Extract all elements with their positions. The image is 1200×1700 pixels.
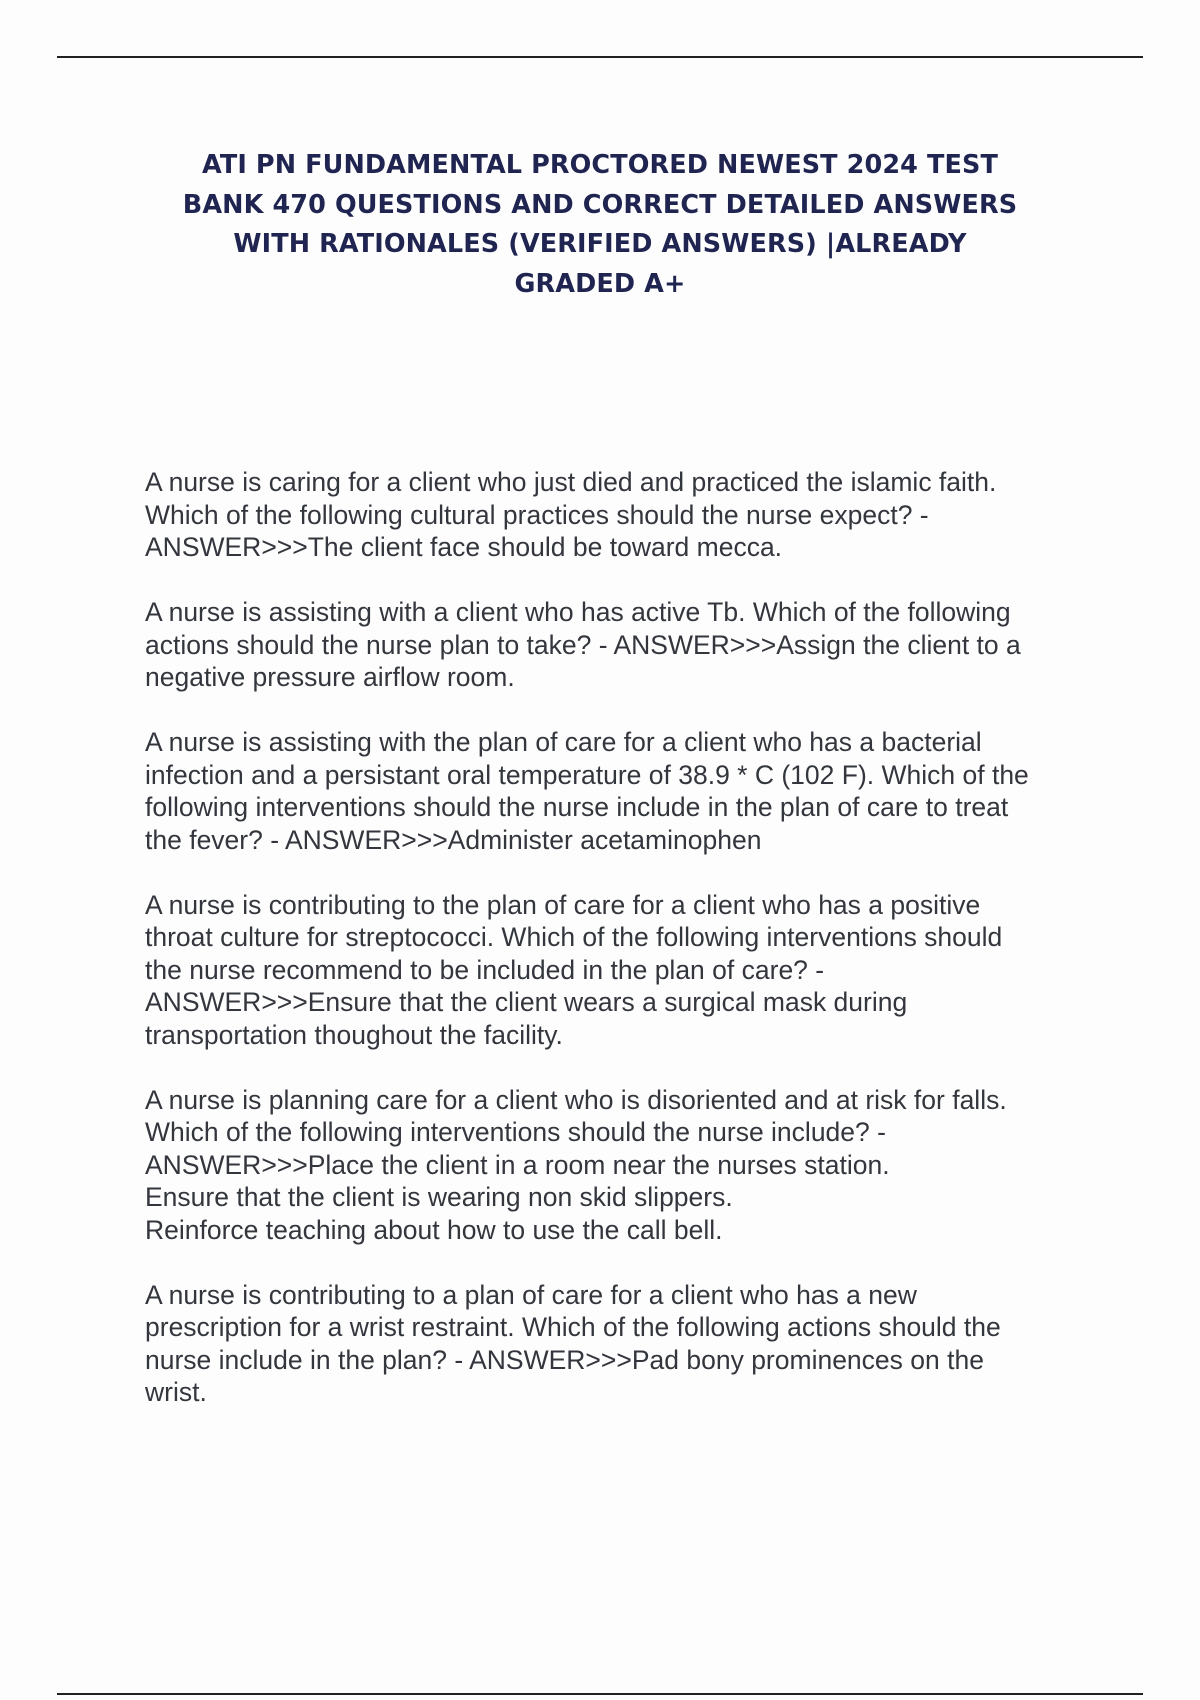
qa-line: wrist. <box>145 1377 207 1407</box>
qa-line: the fever? - ANSWER>>>Administer acetaminophen <box>145 824 762 855</box>
qa-line: A nurse is planning care for a client who is disoriented and at risk for falls. <box>145 1084 1007 1115</box>
qa-line: Which of the following interventions should the nurse include? - <box>145 1117 886 1147</box>
qa-item <box>145 466 1105 564</box>
qa-line: Ensure that the client is wearing non skid slippers. <box>145 1182 733 1212</box>
qa-line: throat culture for streptococci. Which of the following interventions should <box>145 922 1003 952</box>
qa-line: A nurse is contributing to a plan of care for a client who has a new <box>145 1279 917 1310</box>
top-divider <box>57 56 1143 58</box>
qa-line: Which of the following cultural practices should the nurse expect? - <box>145 499 929 530</box>
qa-line: the nurse recommend to be included in the plan of care? - <box>145 954 825 985</box>
title-line: WITH RATIONALES (VERIFIED ANSWERS) |ALREADY <box>233 229 967 259</box>
title-line: BANK 470 QUESTIONS AND CORRECT DETAILED ANSWERS <box>182 189 1018 220</box>
qa-line: nurse include in the plan? - ANSWER>>>Pad bony prominences on the <box>145 1344 984 1375</box>
qa-line: ANSWER>>>Ensure that the client wears a surgical mask during <box>145 987 908 1017</box>
qa-line: following interventions should the nurse include in the plan of care to treat <box>145 792 1009 822</box>
qa-line: ANSWER>>>Place the client in a room near the nurses station. <box>145 1149 890 1180</box>
qa-item <box>145 726 1105 856</box>
qa-line: A nurse is caring for a client who just died and practiced the islamic faith. <box>145 467 997 497</box>
qa-line: transportation thoughout the facility. <box>145 1019 563 1050</box>
qa-line: negative pressure airflow room. <box>145 662 515 692</box>
qa-line: A nurse is contributing to the plan of care for a client who has a positive <box>145 889 981 920</box>
qa-item <box>145 596 1105 694</box>
qa-line: infection and a persistant oral temperature of 38.9 * C (102 F). Which of the <box>145 759 1029 790</box>
qa-line: prescription for a wrist restraint. Which of the following actions should the <box>145 1312 1001 1342</box>
qa-line: actions should the nurse plan to take? - ANSWER>>>Assign the client to a <box>145 629 1021 660</box>
document-title <box>110 146 1090 304</box>
title-line: GRADED A+ <box>514 268 686 299</box>
bottom-divider <box>57 1693 1143 1695</box>
qa-item <box>145 889 1105 1052</box>
qa-item <box>145 1084 1105 1247</box>
qa-line: A nurse is assisting with a client who has active Tb. Which of the following <box>145 597 1011 627</box>
qa-line: ANSWER>>>The client face should be toward mecca. <box>145 532 783 562</box>
qa-line: A nurse is assisting with the plan of care for a client who has a bacterial <box>145 727 982 757</box>
qa-item <box>145 1279 1105 1409</box>
qa-line: Reinforce teaching about how to use the call bell. <box>145 1214 723 1245</box>
question-answer-list <box>145 466 1105 1441</box>
title-line: ATI PN FUNDAMENTAL PROCTORED NEWEST 2024 TEST <box>202 150 998 180</box>
